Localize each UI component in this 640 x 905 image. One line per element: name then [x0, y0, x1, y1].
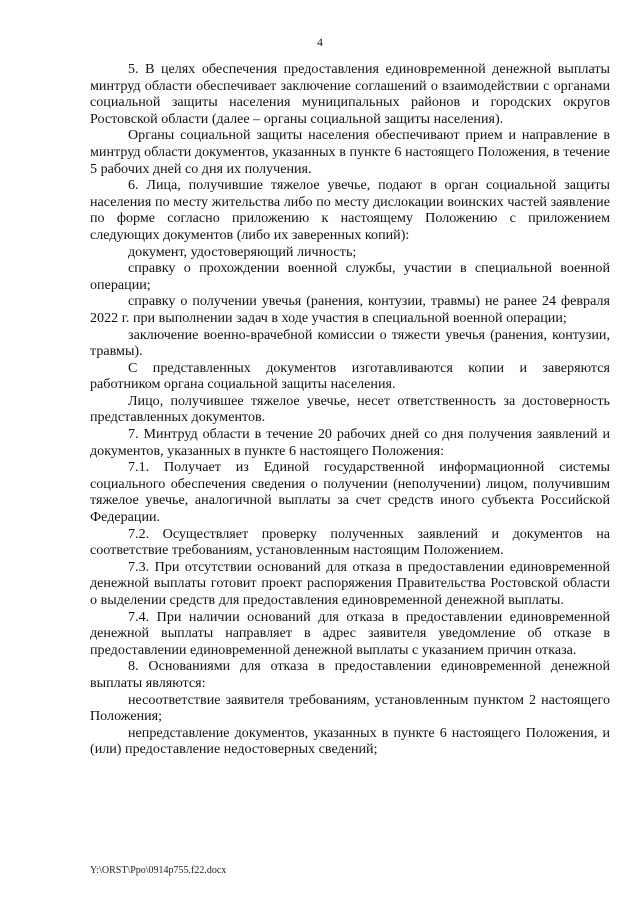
- paragraph: заключение военно-врачебной комиссии о тяжести увечья (ранения, контузии, травмы).: [90, 326, 610, 360]
- paragraph: 7.4. При наличии оснований для отказа в предоставлении единовременной денежной выплаты направляет в адрес заявителя уведомление об отказе в предоставлении единовременной денежной выплаты с указанием причин отказа.: [90, 608, 610, 658]
- paragraph: Органы социальной защиты населения обеспечивают прием и направление в минтруд области документов, указанных в пункте 6 настоящего Положения, в течение 5 рабочих дней со дня их получения.: [90, 127, 610, 177]
- paragraph: 7.1. Получает из Единой государственной информационной системы социального обеспечения сведения о получении (неполучении) лицом, получившим тяжелое увечье, аналогичной выплаты за счет средств иного субъекта Российской Федерации.: [90, 459, 610, 526]
- paragraph: справку о получении увечья (ранения, контузии, травмы) не ранее 24 февраля 2022 г. при выполнении задач в ходе участия в специальной военной операции;: [90, 293, 610, 326]
- paragraph: 6. Лица, получившие тяжелое увечье, подают в орган социальной защиты населения по месту жительства либо по месту дислокации воинских частей заявление по форме согласно приложению к настоящему Положению с приложением следующих документов (либо их заверенных копий):: [90, 177, 610, 243]
- paragraph: 5. В целях обеспечения предоставления единовременной денежной выплаты минтруд области обеспечивает заключение соглашений о взаимодействии с органами социальной защиты населения муниципальных районов и городских округов Ростовской области (далее – органы социальной защиты населения).: [90, 61, 610, 127]
- paragraph: С представленных документов изготавливаются копии и заверяются работником органа социальной защиты населения.: [90, 359, 610, 393]
- document-body: [90, 61, 610, 758]
- footer-file-path: Y:\ORST\Ppo\0914p755.f22.docx: [90, 865, 227, 876]
- paragraph: 7. Минтруд области в течение 20 рабочих дней со дня получения заявлений и документов, указанных в пункте 6 настоящего Положения:: [90, 426, 610, 459]
- paragraph: Лицо, получившее тяжелое увечье, несет ответственность за достоверность представленных документов.: [90, 392, 610, 426]
- paragraph: справку о прохождении военной службы, участии в специальной военной операции;: [90, 260, 610, 293]
- paragraph: непредставление документов, указанных в пункте 6 настоящего Положения, и (или) предоставление недостоверных сведений;: [90, 724, 610, 758]
- paragraph: документ, удостоверяющий личность;: [128, 243, 357, 260]
- paragraph: несоответствие заявителя требованиям, установленным пунктом 2 настоящего Положения;: [90, 691, 610, 725]
- paragraph: 8. Основаниями для отказа в предоставлении единовременной денежной выплаты являются:: [90, 658, 610, 691]
- page-number: 4: [317, 37, 323, 49]
- paragraph: 7.3. При отсутствии оснований для отказа в предоставлении единовременной денежной выплаты готовит проект распоряжения Правительства Ростовской области о выделении средств для предоставления единовременной денежной выплаты.: [90, 558, 610, 608]
- paragraph: 7.2. Осуществляет проверку полученных заявлений и документов на соответствие требованиям, установленным настоящим Положением.: [90, 525, 610, 559]
